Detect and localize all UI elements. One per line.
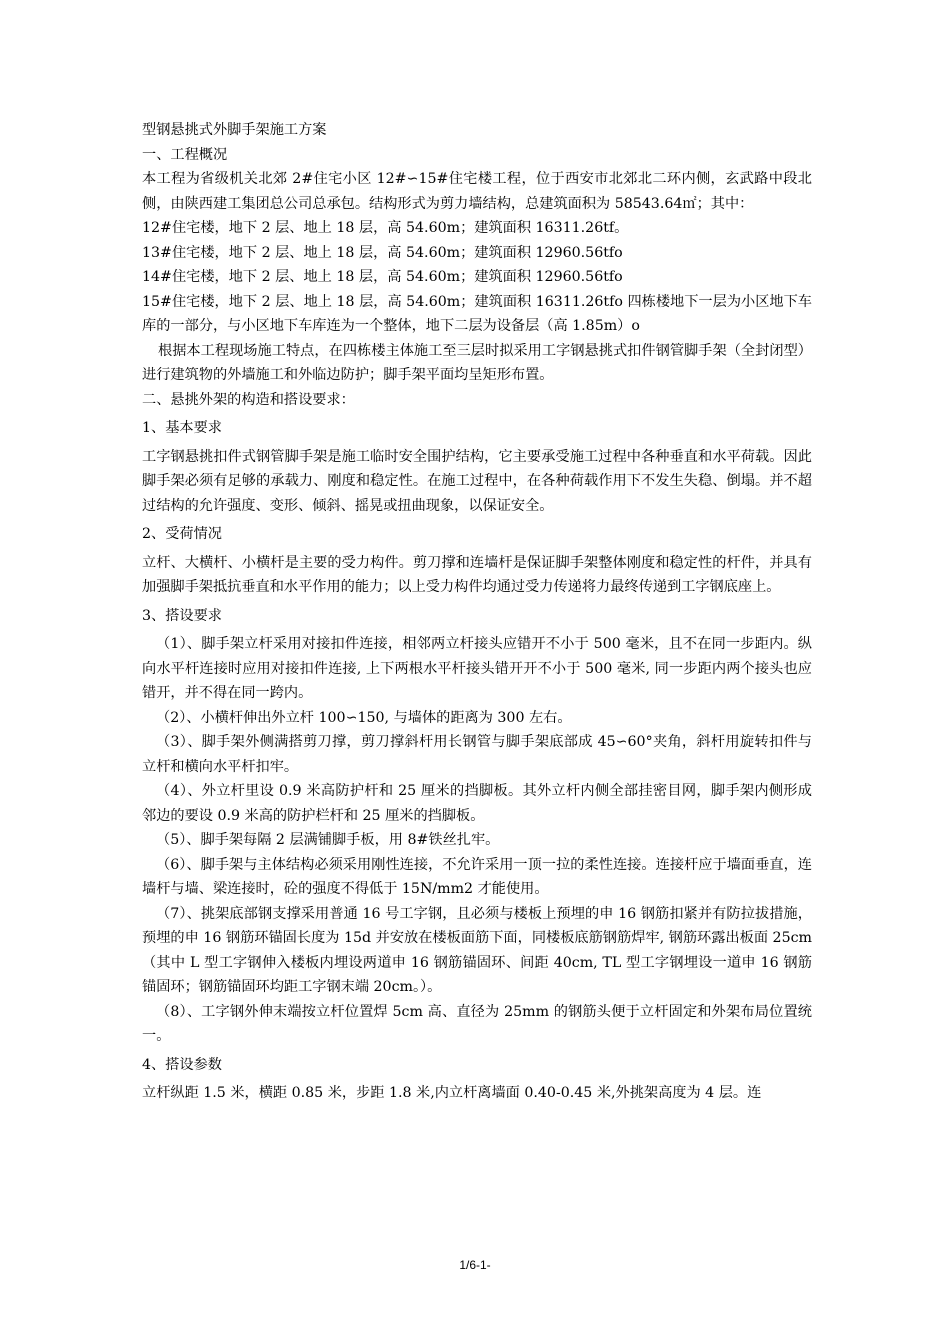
erection-parameters-paragraph: 立杆纵距 1.5 米，横距 0.85 米，步距 1.8 米,内立杆离墙面 0.40-0.45 米,外挑架高度为 4 层。连 xyxy=(142,1085,762,1101)
page-number-footer: 1/6-1- xyxy=(459,1258,491,1272)
requirement-item-3: （3）、脚手架外侧满搭剪刀撑，剪刀撑斜杆用长钢管与脚手架底部成 45∽60°夹角，斜杆用旋转扣件与立杆和横向水平杆扣牢。 xyxy=(142,734,812,775)
load-conditions-paragraph: 立杆、大横杆、小横杆是主要的受力构件。剪刀撑和连墙杆是保证脚手架整体刚度和稳定性的杆件，并具有加强脚手架抵抗垂直和水平作用的能力；以上受力构件均通过受力传递将力最终传递到工字钢底座上。 xyxy=(142,554,812,595)
requirement-item-4: （4）、外立杆里设 0.9 米高防护杆和 25 厘米的挡脚板。其外立杆内侧全部挂密目网，脚手架内侧形成邻边的要设 0.9 米高的防护栏杆和 25 厘米的挡脚板。 xyxy=(142,783,812,824)
requirement-item-6: （6）、脚手架与主体结构必须采用刚性连接，不允许采用一顶一拉的柔性连接。连接杆应于墙面垂直，连墙杆与墙、梁连接时，砼的强度不得低于 15N/mm2 才能使用。 xyxy=(142,856,812,897)
subheading-load-conditions: 2、受荷情况 xyxy=(142,526,222,542)
document-title: 型钢悬挑式外脚手架施工方案 xyxy=(142,122,327,138)
scaffold-plan-paragraph: 根据本工程现场施工特点，在四栋楼主体施工至三层时拟采用工字钢悬挑式扣件钢管脚手架（全封闭型）进行建筑物的外墙施工和外临边防护；脚手架平面均呈矩形布置。 xyxy=(142,342,812,383)
requirement-item-5: （5）、脚手架每隔 2 层满铺脚手板，用 8#铁丝扎牢。 xyxy=(156,832,500,848)
basic-requirements-paragraph: 工字钢悬挑扣件式钢管脚手架是施工临时安全围护结构，它主要承受施工过程中各种垂直和水平荷载。因此脚手架必须有足够的承载力、刚度和稳定性。在施工过程中，在各种荷载作用下不发生失稳、倒塌。并不超过结构的允许强度、变形、倾斜、摇晃或扭曲现象，以保证安全。 xyxy=(142,448,812,514)
requirement-item-2: （2）、小横杆伸出外立杆 100∽150, 与墙体的距离为 300 左右。 xyxy=(156,709,572,726)
subheading-erection-requirements: 3、搭设要求 xyxy=(142,607,222,624)
overview-intro-paragraph: 本工程为省级机关北郊 2#住宅小区 12#∽15#住宅楼工程，位于西安市北郊北二环内侧，玄武路中段北侧，由陕西建工集团总公司总承包。结构形式为剪力墙结构，总建筑面积为 58543.64㎡；其中： xyxy=(142,171,812,212)
requirement-item-7: （7）、挑架底部钢支撑采用普通 16 号工字钢，且必须与楼板上预埋的申 16 钢筋扣紧并有防拉拔措施，预埋的申 16 钢筋环锚固长度为 15d 并安放在楼板面筋下面，同楼板底筋钢筋焊牢, 钢筋环露出板面 25cm（其中 L 型工字钢伸入楼板内埋设两道申 16 钢筋锚固环、间距 40cm, TL 型工字钢埋设一道申 16 钢筋锚固环；钢筋锚固环均距工字钢末端 20cm。）。 xyxy=(142,905,812,995)
subheading-basic-requirements: 1、基本要求 xyxy=(142,420,222,436)
building-14-line: 14#住宅楼，地下 2 层、地上 18 层，高 54.60m；建筑面积 12960.56tfo xyxy=(142,269,623,285)
section-heading-construction: 二、悬挑外架的构造和搭设要求： xyxy=(142,391,355,408)
section-heading-overview: 一、工程概况 xyxy=(142,146,228,163)
building-12-line: 12#住宅楼，地下 2 层、地上 18 层，高 54.60m；建筑面积 16311.26tf。 xyxy=(142,220,629,236)
building-13-line: 13#住宅楼，地下 2 层、地上 18 层，高 54.60m；建筑面积 12960.56tfo xyxy=(142,244,623,261)
building-15-paragraph: 15#住宅楼，地下 2 层、地上 18 层，高 54.60m；建筑面积 16311.26tfo 四栋楼地下一层为小区地下车库的一部分，与小区地下车库连为一个整体，地下二层为设备层（高 1.85m）o xyxy=(142,293,812,334)
requirement-item-1: （1）、脚手架立杆采用对接扣件连接，相邻两立杆接头应错开不小于 500 毫米，且不在同一步距内。纵向水平杆连接时应用对接扣件连接, 上下两根水平杆接头错开开不小于 500 毫米, 同一步距内两个接头也应错开，并不得在同一跨内。 xyxy=(142,636,812,701)
document-body xyxy=(142,118,812,1106)
requirement-item-8: （8）、工字钢外伸末端按立杆位置焊 5cm 高、直径为 25mm 的钢筋头便于立杆固定和外架布局位置统一。 xyxy=(142,1003,812,1044)
subheading-erection-parameters: 4、搭设参数 xyxy=(142,1056,222,1073)
